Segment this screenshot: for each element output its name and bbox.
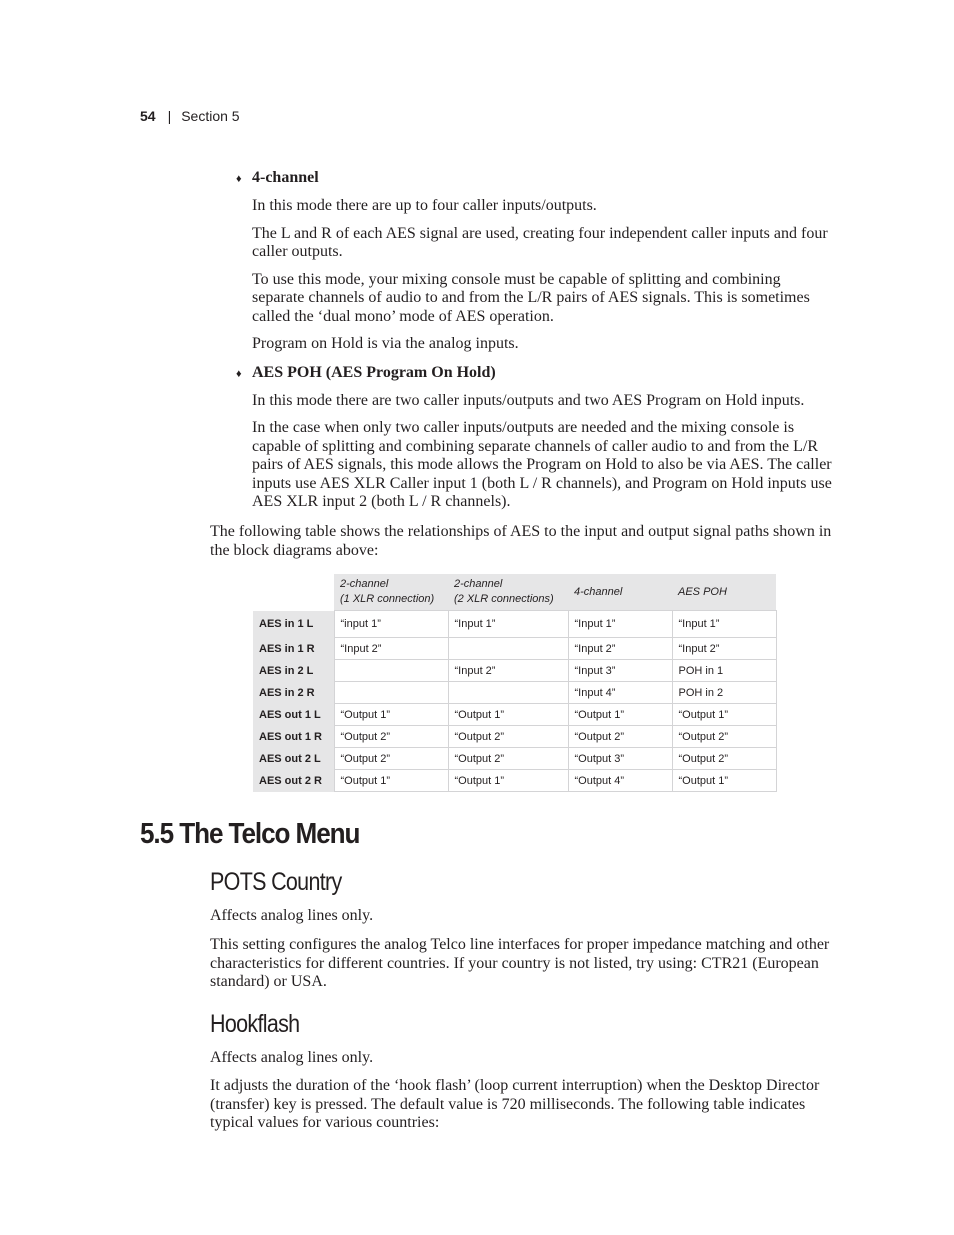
table-cell: “Input 2”: [334, 638, 448, 660]
bullet-title-aes-poh: ♦ AES POH (AES Program On Hold): [236, 363, 836, 384]
table-row: [253, 704, 776, 726]
aes-mapping-table: [253, 574, 777, 792]
row-label: AES out 2 L: [253, 748, 334, 770]
bullet-paragraph: To use this mode, your mixing console must be capable of splitting and combining separate channels of audio to and from the L/R pairs of AES signals. This is sometimes called the ‘dual mono’ mode of AES operation.: [252, 270, 810, 325]
section-label: Section 5: [181, 108, 240, 124]
bullet-paragraph: In this mode there are two caller inputs/outputs and two AES Program on Hold inputs.: [252, 391, 805, 409]
table-row: [253, 682, 776, 704]
table-cell: “Output 2”: [672, 748, 776, 770]
table-cell: “Output 2”: [334, 726, 448, 748]
hookflash-heading: Hookflash: [210, 1010, 300, 1038]
row-label: AES out 2 R: [253, 770, 334, 792]
diamond-bullet-icon: ♦: [236, 173, 242, 185]
table-cell: “Output 3”: [568, 748, 672, 770]
bullet-paragraph: In this mode there are up to four caller inputs/outputs.: [252, 197, 597, 214]
table-cell: “Input 2”: [448, 660, 568, 682]
table-cell: “Input 1”: [448, 611, 568, 638]
table-cell: [448, 638, 568, 660]
table-cell: “Input 1”: [672, 611, 776, 638]
table-cell: “Input 2”: [672, 638, 776, 660]
mode-bullet-list: [236, 168, 836, 521]
column-header: AES POH: [672, 574, 776, 611]
table-cell: “Output 1”: [672, 704, 776, 726]
table-cell: POH in 2: [672, 682, 776, 704]
section-heading: 5.5 The Telco Menu: [140, 818, 360, 850]
body-paragraph: It adjusts the duration of the ‘hook flash’ (loop current interruption) when the Desktop Director (transfer) key is pressed. The default value is 720 milliseconds. The following table indicates typical values for various countries:: [210, 1077, 820, 1131]
table-row: [253, 638, 776, 660]
table-cell: “Input 1”: [568, 611, 672, 638]
row-label: AES out 1 R: [253, 726, 334, 748]
table-cell: “input 1”: [334, 611, 448, 638]
diamond-bullet-icon: ♦: [236, 367, 242, 380]
table-cell: “Output 2”: [334, 748, 448, 770]
table-cell: “Output 2”: [448, 748, 568, 770]
table-cell: “Output 1”: [672, 770, 776, 792]
table-cell: [448, 682, 568, 704]
header-separator: |: [167, 108, 172, 124]
table-cell: [334, 682, 448, 704]
table-row: [253, 748, 776, 770]
pots-country-heading: POTS Country: [210, 868, 342, 896]
table-row: [253, 611, 776, 638]
table-cell: [334, 660, 448, 682]
table-cell: “Output 4”: [568, 770, 672, 792]
body-paragraph: This setting configures the analog Telco line interfaces for proper impedance matching and other characteristics for different countries. If your country is not listed, try using: CTR21 (European standard) or USA.: [210, 936, 830, 990]
row-label: AES in 1 L: [253, 611, 334, 638]
column-header: 2-channel (1 XLR connection): [334, 574, 448, 611]
table-cell: POH in 1: [672, 660, 776, 682]
bullet-paragraph: Program on Hold is via the analog inputs.: [252, 335, 519, 352]
table-header-row: [253, 574, 776, 611]
table-row: [253, 726, 776, 748]
table-row: [253, 770, 776, 792]
table-cell: “Output 1”: [448, 704, 568, 726]
bullet-title-4-channel: ♦ 4-channel: [236, 168, 836, 189]
body-paragraph: Affects analog lines only.: [210, 907, 374, 924]
table-intro: The following table shows the relationships of AES to the input and output signal paths shown in the block diagrams above:: [210, 523, 832, 559]
table-cell: “Output 1”: [334, 770, 448, 792]
column-header: 4-channel: [568, 574, 672, 611]
table-cell: “Input 3”: [568, 660, 672, 682]
body-paragraph: Affects analog lines only.: [210, 1049, 374, 1066]
table-cell: “Output 1”: [334, 704, 448, 726]
table-cell: “Output 2”: [672, 726, 776, 748]
bullet-paragraph: In the case when only two caller inputs/outputs are needed and the mixing console is capable of splitting and combining separate channels of caller audio to and from the L/R pairs of AES signals, this mode allows the Program on Hold to also be via AES. The caller inputs use AES XLR Caller input 1 (both L / R channels), and Program on Hold inputs use AES XLR input 2 (both L / R channels).: [252, 419, 832, 510]
bullet-paragraph: The L and R of each AES signal are used, creating four independent caller inputs and four caller outputs.: [252, 224, 828, 260]
table-cell: “Input 2”: [568, 638, 672, 660]
table-cell: “Output 2”: [448, 726, 568, 748]
page-number: 54: [140, 108, 156, 124]
table-cell: “Input 4”: [568, 682, 672, 704]
table-row: [253, 660, 776, 682]
table-cell: “Output 1”: [568, 704, 672, 726]
page-header: [140, 108, 240, 124]
table-corner-cell: [253, 574, 334, 611]
row-label: AES in 2 R: [253, 682, 334, 704]
column-header: 2-channel (2 XLR connections): [448, 574, 568, 611]
row-label: AES in 1 R: [253, 638, 334, 660]
row-label: AES out 1 L: [253, 704, 334, 726]
table-cell: “Output 2”: [568, 726, 672, 748]
row-label: AES in 2 L: [253, 660, 334, 682]
table-cell: “Output 1”: [448, 770, 568, 792]
